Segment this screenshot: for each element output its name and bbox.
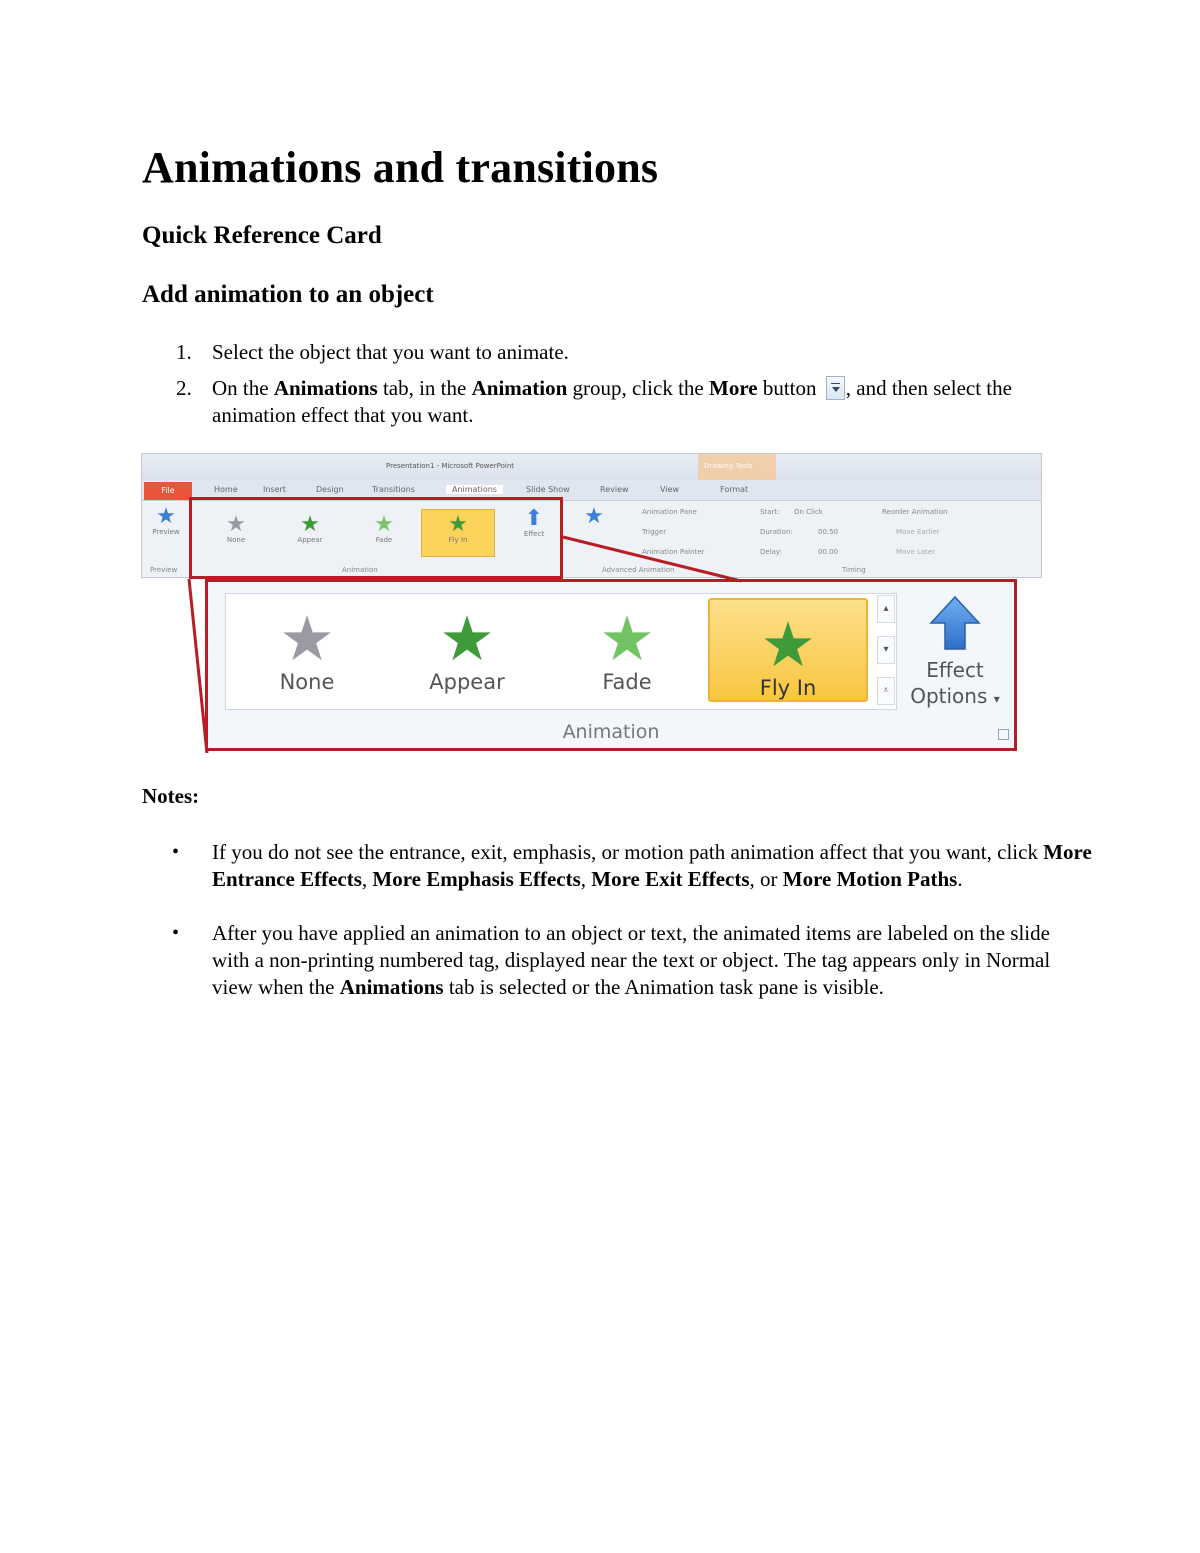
note-text: tab is selected or the Animation task pane is visible. <box>443 975 884 999</box>
tab-design[interactable]: Design <box>316 485 344 494</box>
tab-home[interactable]: Home <box>214 485 238 494</box>
reorder-label: Reorder Animation <box>882 508 948 516</box>
star-icon: ★ <box>300 512 320 537</box>
star-icon: ★ <box>374 512 394 537</box>
star-icon: ★ <box>760 608 816 681</box>
duration-input[interactable]: 00.50 <box>818 528 839 536</box>
steps-list <box>142 339 1092 429</box>
delay-label: Delay: <box>760 548 782 556</box>
up-arrow-icon: ⬆ <box>524 506 544 531</box>
note-text: , or <box>749 867 783 891</box>
more-button-icon <box>826 376 845 400</box>
tab-insert[interactable]: Insert <box>263 485 286 494</box>
step-text: tab, in the <box>377 376 472 400</box>
add-animation-icon: ★ <box>584 504 604 529</box>
step-number: 1. <box>176 340 192 364</box>
tab-format[interactable]: Format <box>720 485 749 494</box>
bold-term: Animations <box>273 376 378 400</box>
note-text: After you have applied an animation to an object or text, the animated items are labeled on the slide with a non-printing numbered tag, displayed near the text or object. The tag appears only in Normal view when the <box>212 921 1051 999</box>
window-title: Presentation1 - Microsoft PowerPoint <box>386 462 515 470</box>
zoom-item-label: Appear <box>429 670 505 694</box>
effect-options-label: Effect <box>523 530 545 538</box>
preview-star-icon: ★ <box>156 504 176 529</box>
duration-label: Duration: <box>760 528 793 536</box>
subtitle: Quick Reference Card <box>142 222 382 249</box>
animation-painter-button[interactable]: Animation Painter <box>642 548 705 556</box>
list-item <box>142 920 1092 1001</box>
animation-pane-button[interactable]: Animation Pane <box>642 508 697 516</box>
note-text: . <box>957 867 963 891</box>
zoom-item-label: Fly In <box>759 676 817 700</box>
effect-options-line2: Options <box>910 684 988 708</box>
zoom-item-label: Fade <box>602 670 652 694</box>
zoom-item-label: None <box>279 670 335 694</box>
tab-animations[interactable]: Animations <box>446 485 503 494</box>
note-text: If you do not see the entrance, exit, emphasis, or motion path animation affect that you want, click <box>212 840 1044 864</box>
effect-options-line1: Effect <box>926 658 984 682</box>
bold-term: More <box>709 376 758 400</box>
trigger-button[interactable]: Trigger <box>642 528 667 536</box>
notes-label: Notes: <box>142 784 200 808</box>
dropdown-arrow-icon: ▾ <box>993 692 1000 706</box>
step-number: 2. <box>176 376 192 400</box>
list-item <box>142 375 1092 429</box>
gallery-label: Fade <box>375 536 393 544</box>
group-animation-label: Animation <box>342 566 378 574</box>
gallery-label: Appear <box>297 536 323 544</box>
note-text: , <box>361 867 373 891</box>
gallery-label: None <box>226 536 246 544</box>
move-later-button[interactable]: Move Later <box>896 548 936 556</box>
step-text: Select the object that you want to animate. <box>212 340 569 364</box>
bold-term: More Entrance Effects <box>212 840 1092 891</box>
star-icon: ★ <box>599 602 655 675</box>
bold-term: More Motion Paths <box>782 867 958 891</box>
file-tab[interactable]: File <box>144 482 192 500</box>
preview-label: Preview <box>152 528 180 536</box>
step-text: On the <box>212 376 274 400</box>
delay-input[interactable]: 00.00 <box>818 548 839 556</box>
page-title: Animations and transitions <box>142 143 659 192</box>
step-text: , and then select the animation effect that you want. <box>212 376 1012 427</box>
group-timing-label: Timing <box>842 566 866 574</box>
bullet-icon: • <box>172 922 180 944</box>
note-text: , <box>580 867 592 891</box>
bullet-icon: • <box>172 841 180 863</box>
move-earlier-button[interactable]: Move Earlier <box>896 528 940 536</box>
step-text: group, click the <box>567 376 709 400</box>
callout-line-right <box>563 537 741 581</box>
tab-transitions[interactable]: Transitions <box>372 485 415 494</box>
step-text: button <box>757 376 822 400</box>
start-label: Start: <box>760 508 780 516</box>
list-item <box>142 339 1092 366</box>
callout-line-left <box>189 579 207 753</box>
bold-term: More Exit Effects <box>591 867 750 891</box>
group-preview-label: Preview <box>150 566 178 574</box>
star-icon: ★ <box>439 602 495 675</box>
group-advanced-label: Advanced Animation <box>602 566 675 574</box>
ribbon-screenshot <box>141 453 1042 755</box>
star-icon: ★ <box>279 602 335 675</box>
scroll-up-icon[interactable]: ▴ <box>877 595 895 623</box>
bold-term: Animations <box>339 975 444 999</box>
bold-term: Animation <box>471 376 568 400</box>
callout-lines <box>141 453 1042 755</box>
tab-view[interactable]: View <box>660 485 679 494</box>
notes-list <box>142 839 1092 1001</box>
tab-review[interactable]: Review <box>600 485 629 494</box>
zoom-group-label: Animation <box>562 721 660 743</box>
contextual-tab-label: Drawing Tools <box>704 462 753 470</box>
tab-slide-show[interactable]: Slide Show <box>526 485 570 494</box>
more-button[interactable]: ⩡ <box>877 677 895 705</box>
section-heading: Add animation to an object <box>142 281 434 308</box>
star-icon: ★ <box>448 512 468 537</box>
gallery-label: Fly In <box>448 536 468 544</box>
list-item <box>142 839 1092 893</box>
scroll-down-icon[interactable]: ▾ <box>877 636 895 664</box>
start-select[interactable]: On Click <box>794 508 823 516</box>
bold-term: More Emphasis Effects <box>372 867 581 891</box>
star-icon: ★ <box>226 512 246 537</box>
